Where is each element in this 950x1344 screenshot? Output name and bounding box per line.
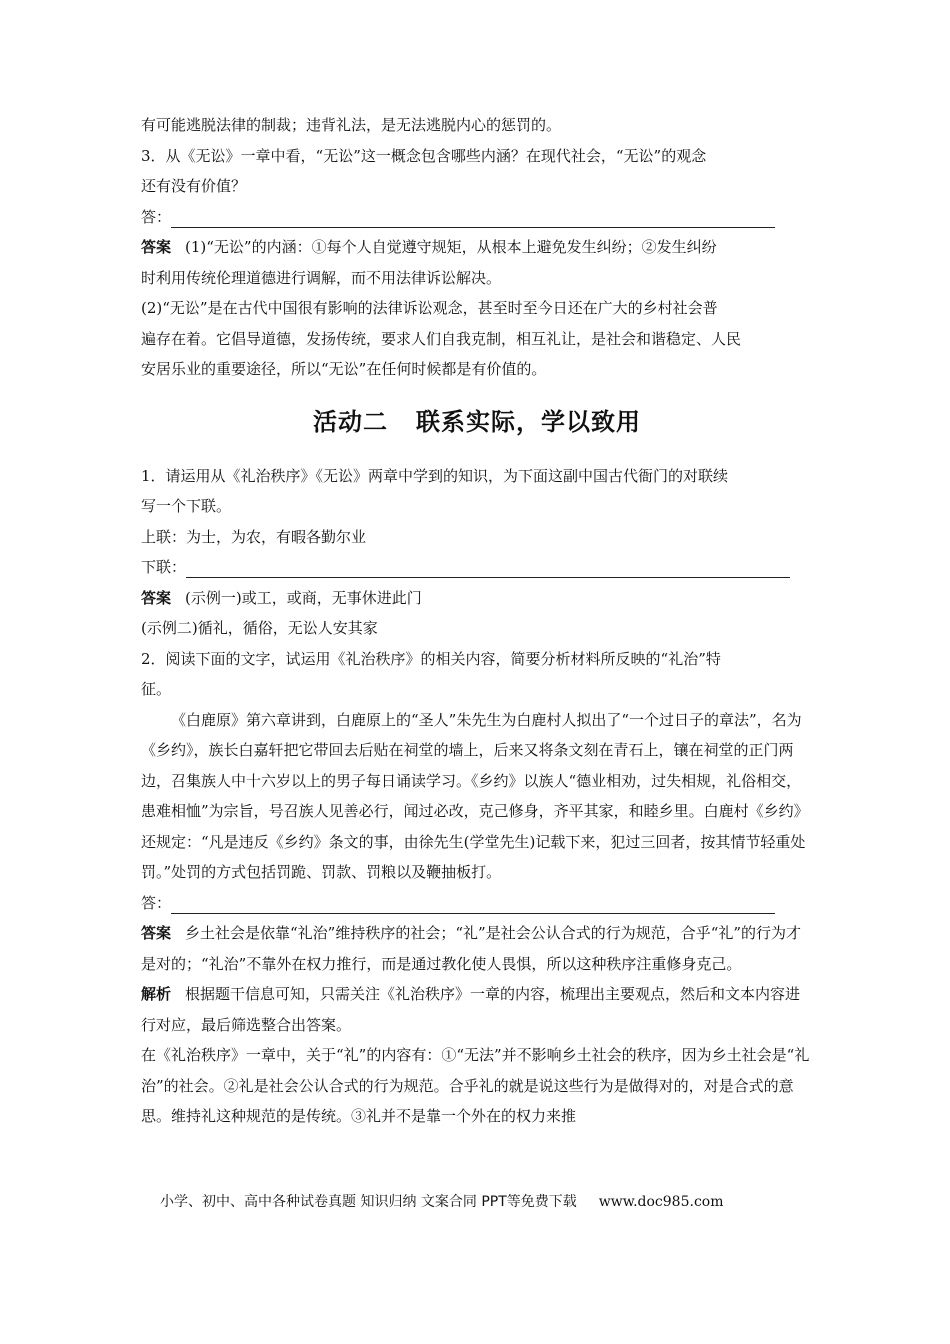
question-3-line: 还有没有价值？ [141,177,247,195]
answer-tag: 答案 [141,588,172,607]
analysis-2 [141,979,813,1040]
answer-prefix: 答： [141,207,172,226]
answer-1-example-2: (示例二)循礼，循俗，无讼人安其家 [141,619,378,637]
answer-line [141,202,813,233]
answer-1-example-1: (示例一)或工，或商，无事休进此门 [185,588,422,607]
question-2-line: 征。 [141,680,172,698]
answer-2-text: 乡土社会是依靠“礼治”维持秩序的社会；“礼”是社会公认合式的行为规范，合乎“礼”的行为才是对的；“礼治”不靠外在权力推行，而是通过教化使人畏惧，所以这种秩序注重修身克己。 [141,924,802,973]
answer-line [141,888,813,919]
question-3-line: 3．从《无讼》一章中看，“无讼”这一概念包含哪些内涵？在现代社会，“无讼”的观念 [141,146,707,165]
answer-blank[interactable] [171,207,775,228]
analysis-2-extra: 在《礼治秩序》一章中，关于“礼”的内容有：①“无法”并不影响乡土社会的秩序，因为乡土社会是“礼治”的社会。②礼是社会公认合式的行为规范。合乎礼的就是说这些行为是做得对的，对是合式的意思。维持礼这种规范的是传统。③礼并不是靠一个外在的权力来推 [141,1046,810,1125]
answer-3-text: (1)“无讼”的内涵：①每个人自觉遵守规矩，从根本上避免发生纠纷；②发生纠纷 [185,238,717,256]
analysis-2-text: 根据题干信息可知，只需关注《礼治秩序》一章的内容，梳理出主要观点，然后和文本内容进行对应，最后筛选整合出答案。 [141,985,801,1034]
answer-blank[interactable] [171,893,775,914]
reading-passage: 《白鹿原》第六章讲到，白鹿原上的“圣人”朱先生为白鹿村人拟出了“一个过日子的章法”，名为《乡约》，族长白嘉轩把它带回去后贴在祠堂的墙上，后来又将条文刻在青石上，镶在祠堂的正门两边，召集族人中十六岁以上的男子每日诵读学习。《乡约》以族人“德业相劝，过失相规，礼俗相交，患难相恤”为宗旨，号召族人见善必行，闻过必改，克己修身，齐平其家，和睦乡里。白鹿村《乡约》还规定：“凡是违反《乡约》条文的事，由徐先生(学堂先生)记载下来，犯过三回者，按其情节轻重处罚。”处罚的方式包括罚跪、罚款、罚粮以及鞭抽板打。 [141,710,809,881]
upper-couplet: 上联：为士，为农，有暇各勤尔业 [141,527,367,546]
analysis-tag: 解析 [141,985,172,1003]
answer-prefix: 答： [141,893,172,912]
document-body [141,110,813,1132]
answer-3-line: 安居乐业的重要途径，所以“无讼”在任何时候都是有价值的。 [141,360,547,378]
page-footer [160,1192,723,1212]
question-1-line: 1．请运用从《礼治秩序》《无讼》两章中学到的知识，为下面这副中国古代衙门的对联续 [141,466,729,485]
question-2-line: 2．阅读下面的文字，试运用《礼治秩序》的相关内容，简要分析材料所反映的“礼治”特 [141,649,721,668]
answer-3-line [141,232,813,263]
answer-tag: 答案 [141,924,172,942]
footer-text: 小学、初中、高中各种试卷真题 知识归纳 文案合同 PPT等免费下载 [160,1194,577,1210]
lower-couplet-line [141,552,813,583]
text-line: 有可能逃脱法律的制裁；违背礼法，是无法逃脱内心的惩罚的。 [141,116,562,134]
answer-3-line: (2)“无讼”是在古代中国很有影响的法律诉讼观念，甚至时至今日还在广大的乡村社会普 [141,299,718,317]
answer-2 [141,918,813,979]
lower-couplet-prefix: 下联： [141,558,187,576]
lower-couplet-blank[interactable] [186,557,790,578]
answer-1-line [141,583,813,614]
section-title [141,405,813,439]
question-1-line: 写一个下联。 [141,497,232,515]
answer-tag: 答案 [141,238,172,256]
section-title-part: 活动二 [313,407,388,436]
answer-3-line: 遍存在着。它倡导道德，发扬传统，要求人们自我克制，相互礼让，是社会和谐稳定、人民 [141,329,742,348]
answer-3-line: 时利用传统伦理道德进行调解，而不用法律诉讼解决。 [141,268,502,287]
footer-site[interactable]: www.doc985.com [598,1194,724,1210]
section-title-part: 联系实际，学以致用 [416,407,641,436]
